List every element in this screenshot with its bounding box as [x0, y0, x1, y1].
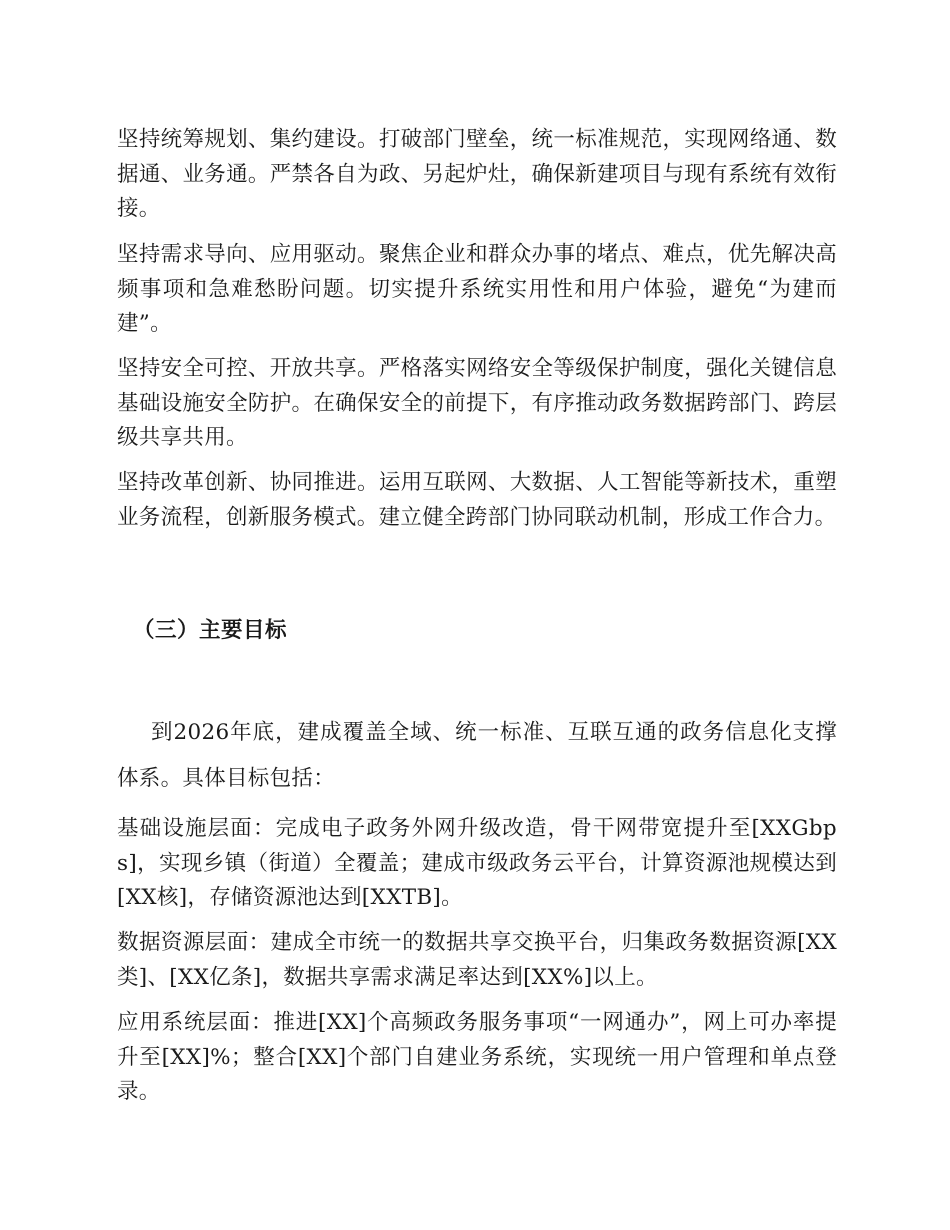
intro-paragraph: 到2026年底，建成覆盖全域、统一标准、互联互通的政务信息化支撑体系。具体目标包括： — [117, 720, 837, 791]
principle-paragraph-2: 坚持需求导向、应用驱动。聚焦企业和群众办事的堵点、难点，优先解决高频事项和急难愁盼问题。切实提升系统实用性和用户体验，避免“为建而建”。 — [117, 242, 837, 336]
principle-paragraph-4: 坚持改革创新、协同推进。运用互联网、大数据、人工智能等新技术，重塑业务流程，创新服务模式。建立健全跨部门协同联动机制，形成工作合力。 — [117, 470, 837, 530]
principle-paragraph-1: 坚持统筹规划、集约建设。打破部门壁垒，统一标准规范，实现网络通、数据通、业务通。严禁各自为政、另起炉灶，确保新建项目与现有系统有效衔接。 — [117, 127, 837, 221]
principle-paragraph-3: 坚持安全可控、开放共享。严格落实网络安全等级保护制度，强化关键信息基础设施安全防护。在确保安全的前提下，有序推动政务数据跨部门、跨层级共享共用。 — [117, 356, 837, 450]
section-heading: （三）主要目标 — [133, 618, 288, 643]
goal-paragraph-application-systems: 应用系统层面：推进[XX]个高频政务服务事项“一网通办”，网上可办率提升至[XX]%；整合[XX]个部门自建业务系统，实现统一用户管理和单点登录。 — [117, 1010, 837, 1104]
goal-paragraph-infrastructure: 基础设施层面：完成电子政务外网升级改造，骨干网带宽提升至[XXGbps]，实现乡镇（街道）全覆盖；建成市级政务云平台，计算资源池规模达到[XX核]，存储资源池达到[XXTB]。 — [117, 816, 837, 910]
goal-paragraph-data-resources: 数据资源层面：建成全市统一的数据共享交换平台，归集政务数据资源[XX类]、[XX亿条]，数据共享需求满足率达到[XX%]以上。 — [117, 930, 837, 990]
